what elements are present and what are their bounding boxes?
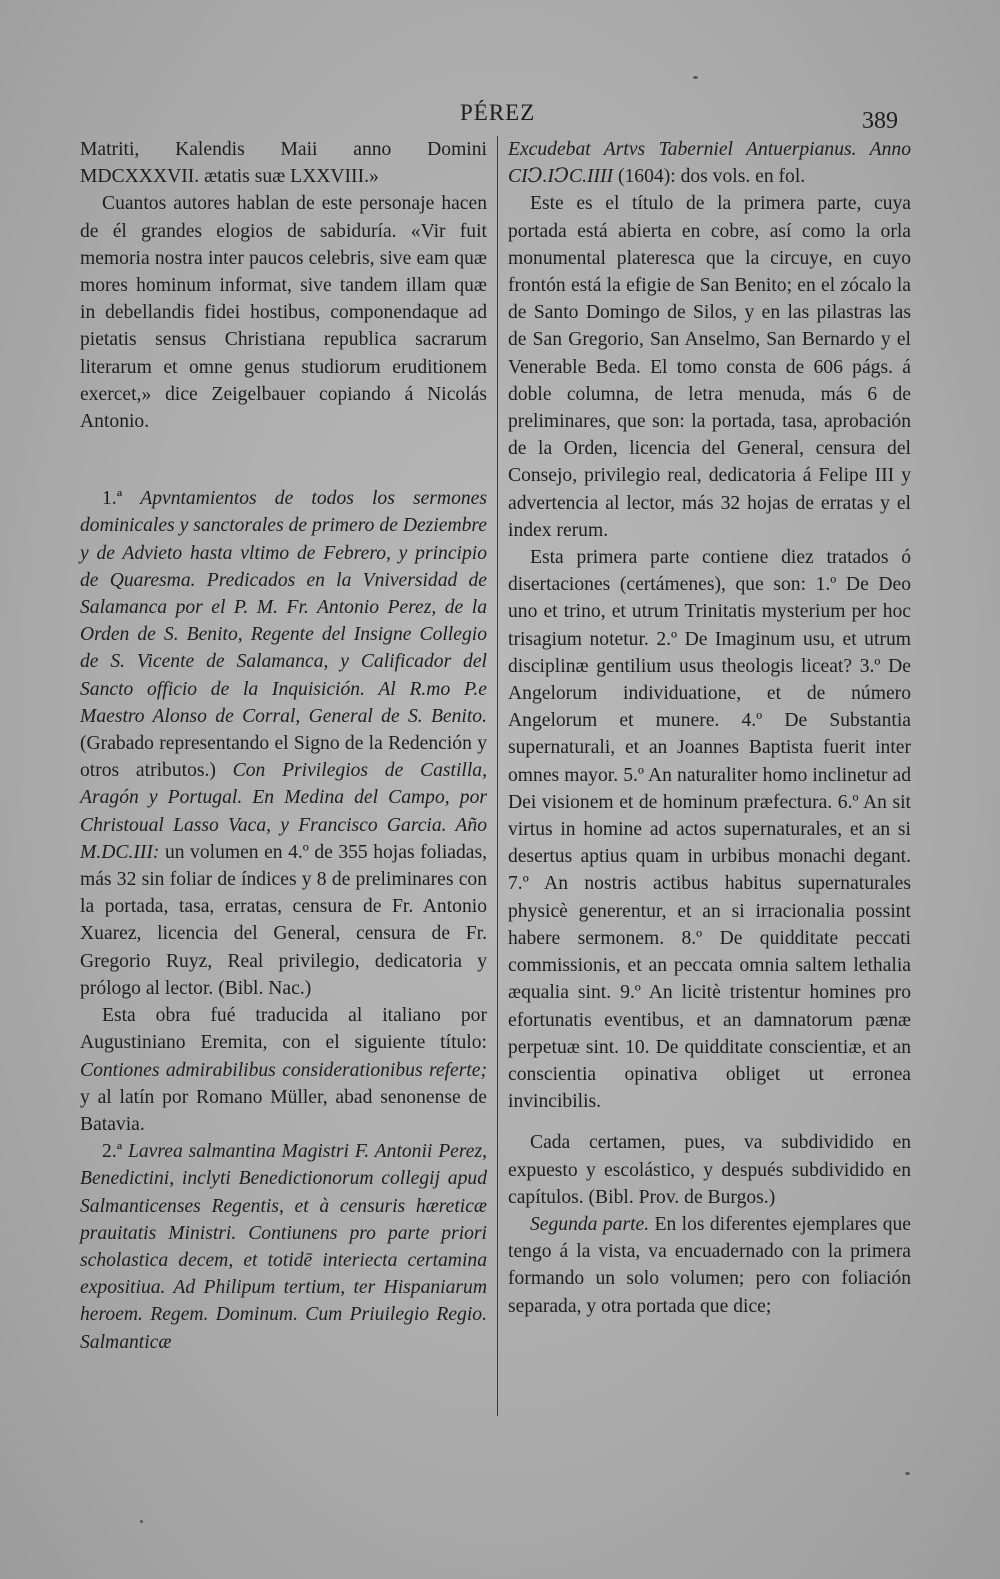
column-divider [497,136,498,1416]
paragraph-treatises: Esta primera parte contiene diez tratados ó disertaciones (certámenes), que son: 1.º De Deo uno et trino, et utrum Trinitatis mysterium per hoc trisagium notetur. 2.º De Imaginum usu, et utrum disciplinæ gentilium usus theologis liceat? 3.º De Angelorum individuatione, et de número Angelorum et munere. 4.º De Substantia supernaturali, et an Joannes Baptista fuerit inter omnes mayor. 5.º An naturaliter homo inclinetur ad Dei visionem et de hominum præfectura. 6.º An sit virtus in homine ad actos supernaturales, et an si desertus aptius quam in urbibus monachi degant. 7.º An nostris actibus habitus supernaturales physicè generentur, et an si irracionalia possint habere sermonem. 8.º De quidditate peccati commissionis, et an peccata omnia saltem lethalia æqualia sint. 9.º An licitè tristentur homines pro efortunatis eventibus, et an damnatorum pænæ perpetuæ sint. 10. De quidditate conscientiæ, et an conscientia opinativa obliget ut erronea invincibilis. [508,547,911,1113]
paragraph-certamen: Cada certamen, pues, va subdividido en expuesto y escolástico, y después subdividido en capítulos. (Bibl. Prov. de Burgos.) [508,1132,911,1208]
paragraph-translation [80,1002,487,1138]
entry-2-imprint [508,136,911,190]
paper-fleck [905,1472,910,1475]
paragraph-first-part: Este es el título de la primera parte, cuya portada está abierta en cobre, así como la orla monumental plateresca que la circuye, en cuyo frontón está la efigie de San Benito; en el zócalo la de Santo Domingo de Silos, y en las pilastras las de San Gregorio, San Anselmo, San Bernardo y el Venerable Beda. El tomo consta de 606 págs. á doble columna, de letra menuda, más 6 de preliminares, que son: la portada, tasa, aprobación de la Orden, licencia del General, censura del Consejo, privilegio real, dedicatoria á Felipe III y advertencia al lector, más 32 hojas de erratas y el index rerum. [508,193,911,541]
second-part-text: En los diferentes ejemplares que tengo á la vista, va encuadernado con la primera formando un solo volumen; pero con foliación separada, y otra portada que dice; [508,1213,911,1317]
entry-1 [80,485,487,1002]
paragraph-colophon: Matriti, Kalendis Maii anno Domini MDCXXXVII. ætatis suæ LXXVIII.» [80,139,487,188]
spacer [508,1115,911,1129]
entry-1-note: (Grabado representando el Signo de la Redención y otros atributos.) [80,733,487,782]
translation-title: Contiones admirabilibus considerationibus referte; [80,1059,487,1081]
entry-2-title: Lavrea salmantina Magistri F. Antonii Perez, Benedictini, inclyti Benedictionorum collegij apud Salmanticenses Regentis, et à censuris hæreticæ prauitatis Ministri. Contiunens pro parte priori scholastica decem, et totidē interiecta certamina expositiua. Ad Philipum tertium, ter Hispaniarum heroem. Regem. Dominum. Cum Priuilegio Regio. Salmanticæ [80,1141,487,1353]
entry-2-number: 2.ª [102,1141,123,1163]
entry-1-number: 1.ª [102,488,123,510]
translation-text-b: y al latín por Romano Müller, abad senonense de Batavia. [80,1086,487,1135]
entry-2 [80,1138,487,1356]
entry-1-description: un volumen en 4.º de 355 hojas foliadas, más 32 sin foliar de índices y 8 de preliminares con la portada, tasa, erratas, censura de Fr. Antonio Xuarez, licencia del General, censura de Fr. Gregorio Ruyz, Real privilegio, dedicatoria y prólogo al lector. (Bibl. Nac.) [80,841,487,999]
page-number: 389 [862,108,898,134]
entry-2-extent: (1604): dos vols. en fol. [617,166,806,188]
right-column [508,136,911,1320]
page-header-title: PÉREZ [460,100,536,125]
paper-fleck [140,1520,143,1523]
paragraph-praise: Cuantos autores hablan de este personaje hacen de él grandes elogios de sabiduría. «Vir fuit memoria nostra inter paucos celebris, sive eam quæ mores hominum informat, sive tandem illam quæ in debellandis fidei hostibus, componendaque ad pietatis sensus Christiana republica sacrarum literarum et omne genus studiorum eruditionem exercet,» dice Zeigelbauer copiando á Nicolás Antonio. [80,193,487,433]
entry-1-title: Apvntamientos de todos los sermones dominicales y sanctorales de primero de Deziembre y de Advieto hasta vltimo de Febrero, y principio de Quaresma. Predicados en la Vniversidad de Salamanca por el P. M. Fr. Antonio Perez, de la Orden de S. Benito, Regente del Insigne Collegio de S. Vicente de Salamanca, y Calificador del Sancto officio de la Inquisición. Al R.mo P.e Maestro Alonso de Corral, General de S. Benito. [80,488,487,727]
left-column [80,136,487,1356]
running-head [0,94,1000,134]
entry-1-imprint: Con Privilegios de Castilla, Aragón y Portugal. En Medina del Campo, por Christoual Lasso Vaca, y Francisco Garcia. Año M.DC.III: [80,760,487,863]
second-part-label: Segunda parte. [530,1213,650,1235]
paragraph-second-part [508,1211,911,1320]
translation-text-a: Esta obra fué traducida al italiano por Augustiniano Eremita, con el siguiente título: [80,1005,487,1054]
entry-2-printer: Excudebat Artvs Taberniel Antuerpianus. Anno CIↃ.IↃC.IIII [508,139,911,188]
paper-fleck [693,76,698,79]
spacer [80,435,487,485]
